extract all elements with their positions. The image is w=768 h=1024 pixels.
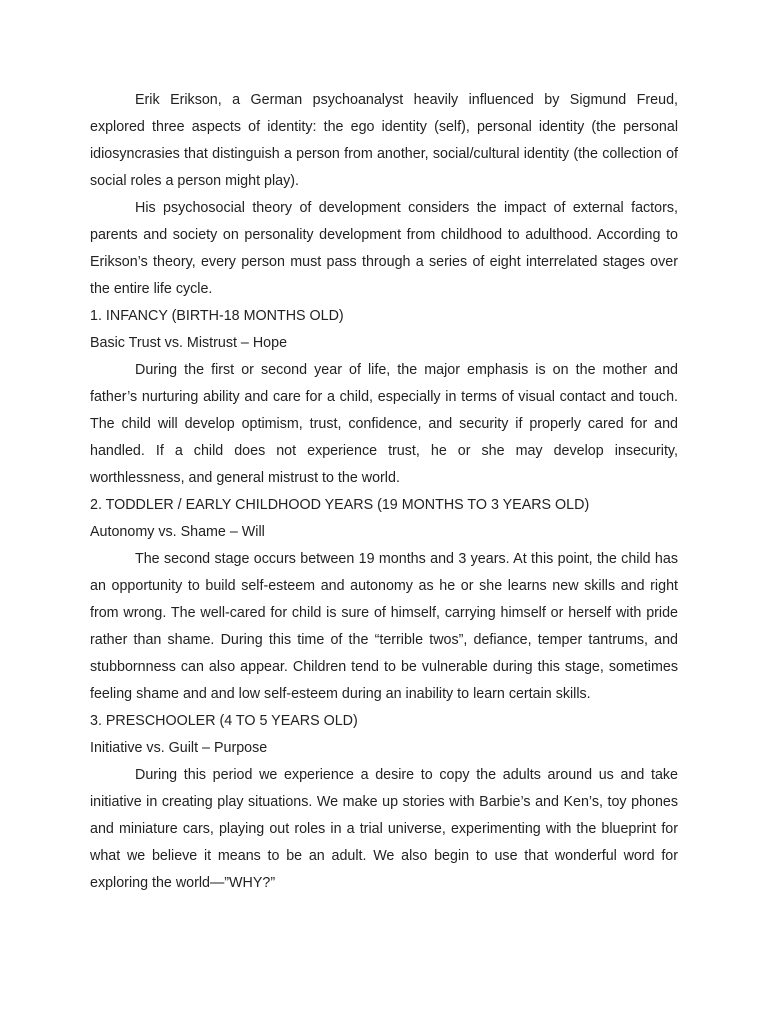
- stage-2-heading: 2. TODDLER / EARLY CHILDHOOD YEARS (19 MONTHS TO 3 YEARS OLD): [90, 497, 590, 513]
- stage-1-subtitle: Basic Trust vs. Mistrust – Hope: [90, 335, 288, 351]
- stage-1-body: During the first or second year of life, the major emphasis is on the mother and father’s nurturing ability and care for a child, especially in terms of visual contact and touch. The child will develop optimism, trust, confidence, and security if properly cared for and handled. If a child does not experience trust, he or she may develop insecurity, worthlessness, and general mistrust to the world.: [90, 362, 678, 486]
- stage-2-body: The second stage occurs between 19 months and 3 years. At this point, the child has an opportunity to build self-esteem and autonomy as he or she learns new skills and right from wrong. The well-cared for child is sure of himself, carrying himself or herself with pride rather than shame. During this time of the “terrible twos”, defiance, temper tantrums, and stubbornness can also appear. Children tend to be vulnerable during this stage, sometimes feeling shame and and low self-esteem during an inability to learn certain skills.: [90, 551, 678, 702]
- stage-2-subtitle: Autonomy vs. Shame – Will: [90, 524, 265, 540]
- stage-1-heading: 1. INFANCY (BIRTH-18 MONTHS OLD): [90, 308, 344, 324]
- intro-paragraph-2: His psychosocial theory of development considers the impact of external factors, parents and society on personality development from childhood to adulthood. According to Erikson’s theory, every person must pass through a series of eight interrelated stages over the entire life cycle.: [90, 200, 678, 297]
- stage-3-heading: 3. PRESCHOOLER (4 TO 5 YEARS OLD): [90, 713, 358, 729]
- stage-3-body: During this period we experience a desire to copy the adults around us and take initiative in creating play situations. We make up stories with Barbie’s and Ken’s, toy phones and miniature cars, playing out roles in a trial universe, experimenting with the blueprint for what we believe it means to be an adult. We also begin to use that wonderful word for exploring the world—”WHY?”: [90, 767, 678, 891]
- intro-paragraph-1: Erik Erikson, a German psychoanalyst heavily influenced by Sigmund Freud, explored three aspects of identity: the ego identity (self), personal identity (the personal idiosyncrasies that distinguish a person from another, social/cultural identity (the collection of social roles a person might play).: [90, 92, 678, 189]
- stage-3-subtitle: Initiative vs. Guilt – Purpose: [90, 740, 268, 756]
